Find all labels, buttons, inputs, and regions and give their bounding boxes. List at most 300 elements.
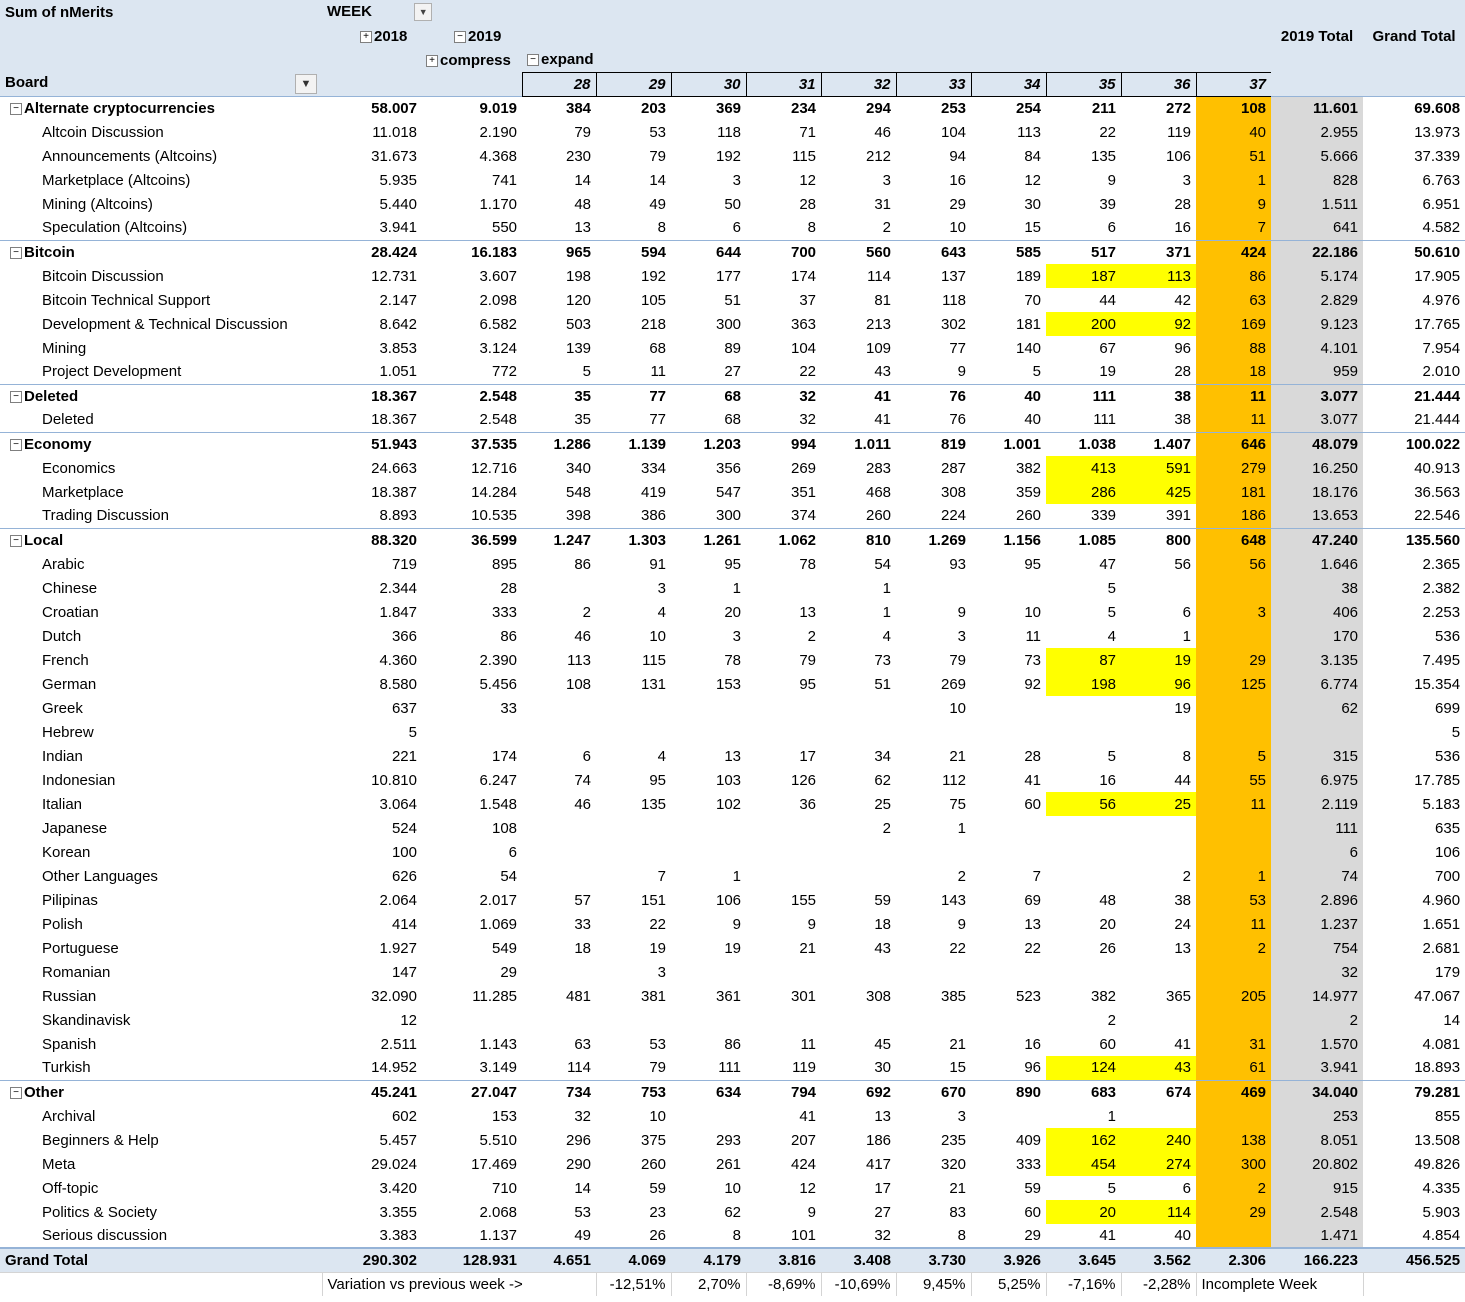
week-value: 38 — [1174, 411, 1192, 429]
row-label — [0, 1200, 322, 1224]
week-value: 38 — [1174, 891, 1192, 909]
week-value: 646 — [1196, 432, 1271, 456]
week-value: 19 — [1174, 699, 1192, 717]
week-value: 753 — [596, 1080, 671, 1104]
board-name: Altcoin Discussion — [42, 123, 164, 141]
week-value — [896, 720, 971, 744]
week-value — [522, 1008, 596, 1032]
year-2019-value — [422, 1008, 522, 1032]
week-value: 10 — [1024, 603, 1042, 621]
row-label — [0, 888, 322, 912]
year-2019-value: 2.548 — [479, 411, 518, 429]
week-value: 27 — [874, 1203, 892, 1221]
week-value: 79 — [799, 651, 817, 669]
dropdown-arrow-icon[interactable]: ▼ — [414, 3, 432, 21]
week-value: 32 — [574, 1107, 592, 1125]
week-value: 7 — [1032, 867, 1042, 885]
week-value: 1.203 — [671, 432, 746, 456]
grand-total-value: 2.010 — [1422, 363, 1461, 381]
board-name: Arabic — [42, 555, 85, 573]
week-total: 4.651 — [522, 1248, 596, 1272]
year-2018-value: 32.090 — [371, 987, 417, 1005]
week-value: 43 — [1121, 1056, 1196, 1080]
week-value: 86 — [724, 1035, 742, 1053]
week-value — [821, 696, 896, 720]
week-value: 139 — [565, 339, 592, 357]
row-label — [0, 648, 322, 672]
group-label[interactable] — [0, 240, 322, 264]
week-value: 1.261 — [671, 528, 746, 552]
plus-box-icon[interactable]: + — [426, 55, 438, 67]
grand-total-value: 4.081 — [1422, 1035, 1461, 1053]
board-name: Indian — [42, 747, 83, 765]
week-header-30[interactable]: 30 — [671, 72, 746, 96]
week-value: 50 — [724, 195, 742, 213]
week-value: 8 — [807, 219, 817, 237]
variation-value: -12,51% — [596, 1272, 671, 1296]
minus-box-icon[interactable]: − — [10, 535, 22, 547]
week-value — [522, 816, 596, 840]
blank — [0, 1272, 322, 1296]
grand-total-value: 5.903 — [1422, 1203, 1461, 1221]
total-2019-value: 253 — [1271, 1104, 1363, 1128]
week-value: 103 — [715, 771, 742, 789]
group-label[interactable] — [0, 528, 322, 552]
minus-box-icon[interactable]: − — [10, 391, 22, 403]
week-value: 10 — [649, 1107, 667, 1125]
grand-total-value: 6.763 — [1422, 171, 1461, 189]
week-value: 25 — [1121, 792, 1196, 816]
year-2019-value: 3.124 — [479, 339, 518, 357]
week-value: 11 — [800, 1035, 817, 1053]
week-value — [1046, 816, 1121, 840]
week-value: 35 — [522, 384, 596, 408]
week-value: 260 — [1015, 507, 1042, 525]
week-value: 138 — [1196, 1128, 1271, 1152]
board-name: Other Languages — [42, 867, 158, 885]
blank — [1271, 72, 1363, 96]
row-label — [0, 1224, 322, 1248]
group-row — [0, 432, 1465, 456]
week-value — [522, 960, 596, 984]
table-row — [0, 168, 1465, 192]
row-label — [0, 768, 322, 792]
week-value: 41 — [874, 411, 892, 429]
week-value — [746, 864, 821, 888]
week-value: 36 — [799, 795, 817, 813]
week-value: 253 — [896, 96, 971, 120]
grand-total-value: 21.444 — [1414, 411, 1461, 429]
blank — [322, 48, 422, 72]
blank — [1363, 48, 1465, 72]
week-value: 74 — [574, 771, 592, 789]
board-name: Spanish — [42, 1035, 97, 1053]
table-row — [0, 336, 1465, 360]
total-2019-value: 4.101 — [1271, 336, 1363, 360]
minus-box-icon[interactable]: − — [10, 439, 22, 451]
week-value: 2 — [957, 867, 967, 885]
week-value — [1121, 840, 1196, 864]
week-value: 46 — [574, 795, 592, 813]
table-row — [0, 1056, 1465, 1080]
table-row — [0, 1176, 1465, 1200]
week-value: 3 — [957, 1107, 967, 1125]
board-name: Russian — [42, 987, 97, 1005]
week-value: 11 — [1196, 912, 1271, 936]
week-value: 320 — [940, 1155, 967, 1173]
week-value — [896, 1008, 971, 1032]
minus-box-icon[interactable]: − — [527, 54, 539, 66]
week-value — [746, 816, 821, 840]
week-value: 57 — [574, 891, 592, 909]
week-value: 9 — [957, 603, 967, 621]
week-value: 1.247 — [522, 528, 596, 552]
grand-total-value: 4.960 — [1422, 891, 1461, 909]
blank — [1271, 48, 1363, 72]
week-value: 363 — [790, 315, 817, 333]
week-value: 300 — [715, 315, 742, 333]
week-value: 68 — [649, 339, 667, 357]
variation-value: -10,69% — [821, 1272, 896, 1296]
week-header-35[interactable]: 35 — [1046, 72, 1121, 96]
grand-total-value: 1.651 — [1422, 915, 1461, 933]
week-value: 1 — [1107, 1107, 1117, 1125]
week-value: 212 — [865, 147, 892, 165]
header-row-1 — [0, 0, 1465, 24]
week-value: 16 — [1024, 1035, 1042, 1053]
total-2019-value: 13.653 — [1271, 504, 1363, 528]
week-value: 19 — [724, 939, 742, 957]
week-value: 4 — [882, 627, 892, 645]
board-name: French — [42, 651, 89, 669]
week-value: 5 — [582, 363, 592, 381]
minus-box-icon[interactable]: − — [454, 31, 466, 43]
year-2018-value: 626 — [391, 867, 417, 885]
week-value — [522, 720, 596, 744]
expand-label: expand — [541, 51, 594, 69]
total-2019-value: 16.250 — [1271, 456, 1363, 480]
week-value: 17 — [799, 747, 817, 765]
total-2019-value: 754 — [1271, 936, 1363, 960]
grand-total-value: 699 — [1435, 699, 1461, 717]
blank — [422, 72, 522, 96]
row-label — [0, 984, 322, 1008]
year-2018-value: 1.927 — [379, 939, 417, 957]
board-name: Economics — [42, 459, 116, 477]
week-value: 102 — [715, 795, 742, 813]
group-row — [0, 528, 1465, 552]
row-label — [0, 792, 322, 816]
minus-box-icon[interactable]: − — [10, 247, 22, 259]
week-value: 218 — [640, 315, 667, 333]
week-value: 1 — [1182, 627, 1192, 645]
week-value: 283 — [865, 459, 892, 477]
week-header-31[interactable]: 31 — [746, 72, 821, 96]
board-name: Skandinavisk — [42, 1011, 131, 1029]
week-value: 10 — [949, 699, 967, 717]
row-label — [0, 600, 322, 624]
year-2018-value: 12 — [400, 1011, 417, 1029]
week-value: 95 — [724, 555, 742, 573]
week-value — [746, 1008, 821, 1032]
header-row-2 — [0, 24, 1465, 48]
total-2019-value: 6 — [1271, 840, 1363, 864]
week-value — [1196, 696, 1271, 720]
week-value — [596, 816, 671, 840]
week-value — [821, 960, 896, 984]
board-name: Chinese — [42, 579, 98, 597]
week-value: 12 — [1024, 171, 1042, 189]
week-value: 800 — [1121, 528, 1196, 552]
grand-total-value: 13.973 — [1414, 123, 1461, 141]
year-2018-header[interactable] — [322, 24, 422, 48]
week-value: 60 — [1024, 1203, 1042, 1221]
week-value: 125 — [1196, 672, 1271, 696]
blank — [671, 48, 1271, 72]
board-name: Korean — [42, 843, 91, 861]
week-value: 424 — [1196, 240, 1271, 264]
week-value: 137 — [940, 267, 967, 285]
week-value: 13 — [724, 747, 742, 765]
group-label[interactable] — [0, 384, 322, 408]
week-value — [671, 720, 746, 744]
week-value — [671, 1008, 746, 1032]
total-2019-value: 1.471 — [1271, 1224, 1363, 1248]
week-value: 2 — [582, 603, 592, 621]
year-2018-value: 88.320 — [322, 528, 422, 552]
week-value: 79 — [649, 147, 667, 165]
total-2019-value: 2.548 — [1271, 1200, 1363, 1224]
grand-total-value: 18.893 — [1414, 1059, 1461, 1077]
board-name: Announcements (Altcoins) — [42, 147, 218, 165]
grand-total-value: 106 — [1435, 843, 1461, 861]
week-header-34[interactable]: 34 — [971, 72, 1046, 96]
week-value: 1.062 — [746, 528, 821, 552]
compress-header[interactable] — [422, 48, 522, 72]
week-value: 92 — [1121, 312, 1196, 336]
week-header-36[interactable]: 36 — [1121, 72, 1196, 96]
week-value: 425 — [1121, 480, 1196, 504]
week-value: 24 — [1174, 915, 1192, 933]
week-value: 43 — [874, 363, 892, 381]
week-value: 5 — [1032, 363, 1042, 381]
year-2019-value: 1.137 — [479, 1227, 518, 1244]
row-label — [0, 960, 322, 984]
year-2018-value: 18.367 — [371, 411, 417, 429]
week-value: 20 — [1099, 915, 1117, 933]
week-value: 79 — [574, 123, 592, 141]
total-2019-value: 5.666 — [1271, 144, 1363, 168]
year-2018-value: 602 — [391, 1107, 417, 1125]
week-value: 11 — [1196, 384, 1271, 408]
week-header-33[interactable]: 33 — [896, 72, 971, 96]
grand-total-value: 635 — [1435, 819, 1461, 837]
row-label — [0, 1056, 322, 1080]
total-2019-value: 2.119 — [1271, 792, 1363, 816]
week-value: 86 — [574, 555, 592, 573]
week-value: 192 — [640, 267, 667, 285]
week-value: 53 — [574, 1203, 592, 1221]
year-2019-header[interactable] — [422, 24, 522, 48]
week-total: 3.562 — [1121, 1248, 1196, 1272]
row-label — [0, 336, 322, 360]
week-value: 3 — [732, 627, 742, 645]
grand-total-value: 100.022 — [1363, 432, 1465, 456]
week-value: 11 — [1196, 408, 1271, 432]
week-value: 301 — [790, 987, 817, 1005]
expand-header[interactable] — [522, 48, 671, 72]
week-value: 111 — [1046, 384, 1121, 408]
week-value: 369 — [671, 96, 746, 120]
week-value: 1.085 — [1046, 528, 1121, 552]
plus-box-icon[interactable]: + — [360, 31, 372, 43]
minus-box-icon[interactable]: − — [10, 103, 22, 115]
board-name: Romanian — [42, 963, 111, 981]
week-value: 8 — [657, 219, 667, 237]
week-value — [821, 720, 896, 744]
total-2019-value: 34.040 — [1271, 1080, 1363, 1104]
week-value: 113 — [1121, 264, 1196, 288]
week-value — [971, 696, 1046, 720]
grand-total-value: 536 — [1435, 627, 1461, 645]
total-2019-value: 6.774 — [1271, 672, 1363, 696]
week-value: 503 — [565, 315, 592, 333]
week-value: 95 — [1024, 555, 1042, 573]
total-2019-value: 1.570 — [1271, 1032, 1363, 1056]
board-name: Greek — [42, 699, 83, 717]
week-value: 41 — [1024, 771, 1042, 789]
week-header-32[interactable]: 32 — [821, 72, 896, 96]
week-value: 40 — [1196, 120, 1271, 144]
board-field[interactable] — [0, 72, 322, 96]
week-header-28[interactable]: 28 — [522, 72, 596, 96]
board-name: Mining (Altcoins) — [42, 195, 153, 213]
week-value: 207 — [790, 1131, 817, 1149]
week-value: 11 — [650, 363, 667, 381]
week-value: 8 — [732, 1227, 742, 1244]
week-value: 468 — [865, 483, 892, 501]
week-value: 308 — [940, 483, 967, 501]
week-value: 548 — [565, 483, 592, 501]
row-label — [0, 552, 322, 576]
week-value — [821, 1008, 896, 1032]
table-row — [0, 456, 1465, 480]
week-value — [971, 1104, 1046, 1128]
board-name: Deleted — [42, 411, 94, 429]
week-value: 12 — [799, 171, 817, 189]
grand-total-value: 50.610 — [1363, 240, 1465, 264]
week-value — [522, 864, 596, 888]
year-2019-value: 9.019 — [422, 96, 522, 120]
week-value: 200 — [1046, 312, 1121, 336]
board-name: Bitcoin Discussion — [42, 267, 164, 285]
week-value: 119 — [792, 1059, 817, 1077]
table-row — [0, 960, 1465, 984]
week-header-29[interactable]: 29 — [596, 72, 671, 96]
group-label[interactable] — [0, 96, 322, 120]
week-value: 205 — [1196, 984, 1271, 1008]
row-label — [0, 1152, 322, 1176]
week-value — [1196, 624, 1271, 648]
week-value: 290 — [565, 1155, 592, 1173]
year-2018-value: 3.064 — [379, 795, 417, 813]
week-value — [1121, 816, 1196, 840]
week-value — [746, 576, 821, 600]
group-row — [0, 384, 1465, 408]
week-value: 119 — [1167, 123, 1192, 141]
group-label[interactable] — [0, 432, 322, 456]
year-2018-value: 2.511 — [380, 1035, 417, 1053]
week-value: 77 — [949, 339, 967, 357]
week-value: 1 — [882, 603, 892, 621]
grand-total-value: 7.495 — [1422, 651, 1461, 669]
year-2019-value: 549 — [491, 939, 518, 957]
week-value: 114 — [1121, 1200, 1196, 1224]
week-total: 2.306 — [1196, 1248, 1271, 1272]
week-value — [1121, 720, 1196, 744]
week-value: 40 — [971, 384, 1046, 408]
week-value: 48 — [574, 195, 592, 213]
week-value: 20 — [1046, 1200, 1121, 1224]
week-value: 2 — [1107, 1011, 1117, 1029]
grand-total-value: 4.976 — [1422, 291, 1461, 309]
year-2018-value: 18.387 — [371, 483, 417, 501]
week-value: 44 — [1099, 291, 1117, 309]
week-value: 26 — [649, 1227, 667, 1244]
grand-total-grand: 456.525 — [1363, 1248, 1465, 1272]
board-name: Japanese — [42, 819, 108, 837]
week-value: 2 — [807, 627, 817, 645]
year-2018-total: 290.302 — [322, 1248, 422, 1272]
table-row — [0, 120, 1465, 144]
week-header-37[interactable]: 37 — [1196, 72, 1271, 96]
week-value: 203 — [596, 96, 671, 120]
week-value: 3 — [957, 627, 967, 645]
grand-total-value: 69.608 — [1363, 96, 1465, 120]
week-value: 19 — [649, 939, 667, 957]
week-value: 53 — [1196, 888, 1271, 912]
group-label[interactable] — [0, 1080, 322, 1104]
filter-icon[interactable]: ▼ — [295, 74, 317, 94]
week-value: 135 — [1090, 147, 1117, 165]
week-total: 3.408 — [821, 1248, 896, 1272]
week-value: 60 — [1099, 1035, 1117, 1053]
week-value: 6 — [1182, 603, 1192, 621]
week-value — [522, 696, 596, 720]
year-2019-value: 36.599 — [422, 528, 522, 552]
week-value: 153 — [715, 675, 742, 693]
week-value: 181 — [1196, 480, 1271, 504]
week-value — [746, 840, 821, 864]
week-value: 62 — [724, 1203, 742, 1221]
week-value: 300 — [1196, 1152, 1271, 1176]
week-value: 124 — [1046, 1056, 1121, 1080]
week-value: 692 — [821, 1080, 896, 1104]
table-row — [0, 1032, 1465, 1056]
total-2019-value: 315 — [1271, 744, 1363, 768]
board-name: Politics & Society — [42, 1203, 158, 1221]
year-2018-value: 58.007 — [322, 96, 422, 120]
week-value: 2 — [1196, 936, 1271, 960]
minus-box-icon[interactable]: − — [10, 1087, 22, 1099]
week-total: 3.645 — [1046, 1248, 1121, 1272]
week-value — [821, 864, 896, 888]
variation-value: 2,70% — [671, 1272, 746, 1296]
year-2019-value: 5.510 — [479, 1131, 518, 1149]
week-field[interactable] — [322, 0, 522, 24]
total-2019-value: 20.802 — [1271, 1152, 1363, 1176]
week-value — [896, 840, 971, 864]
